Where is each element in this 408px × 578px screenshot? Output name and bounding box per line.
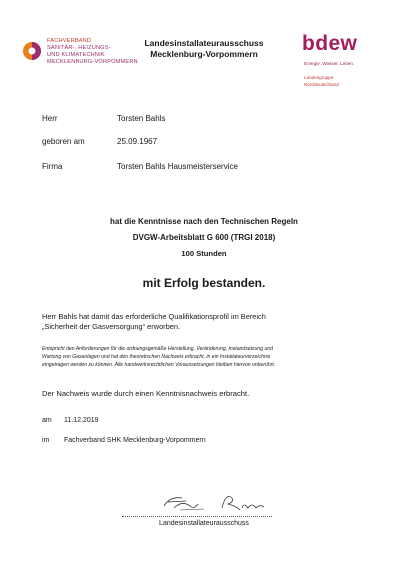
certificate-regulation: DVGW-Arbeitsblatt G 600 (TRGI 2018) <box>132 233 276 242</box>
legal-note-line-2: Wartung von Gasanlagen und hat den theoretischen Nachweis erbracht, in ein Installateurverzeichnis <box>42 354 271 360</box>
header-title-line-2: Mecklenburg-Vorpommern <box>150 49 258 59</box>
signature-caption: Landesinstallateurausschuss <box>159 520 249 527</box>
qualification-paragraph-line-1: Herr Bahls hat damit das erforderliche Qualifikationsprofil im Bereich <box>42 312 266 321</box>
bdew-wordmark: bdew <box>302 32 358 55</box>
certificate-statement: hat die Kenntnisse nach den Technischen Regeln <box>110 217 298 226</box>
birth-date-label: geboren am <box>42 137 85 146</box>
company-name: Torsten Bahls Hausmeisterservice <box>117 162 238 171</box>
bdew-group-line-1: Landesgruppe <box>304 75 334 80</box>
qualification-paragraph-line-2: „Sicherheit der Gasversorgung“ erworben. <box>42 322 181 331</box>
fachverband-logo-line: UND KLIMATECHNIK <box>47 52 105 58</box>
legal-note-line-3: eingetragen werden zu können. Alle handwerksrechtlichen Voraussetzungen bleiben hiervon unberührt. <box>42 362 276 368</box>
person-name: Torsten Bahls <box>117 114 166 123</box>
birth-date: 25.09.1967 <box>117 137 158 146</box>
bdew-logo <box>302 32 382 92</box>
certificate-result: mit Erfolg bestanden. <box>142 276 266 290</box>
place-label: im <box>42 437 50 444</box>
issue-date: 11.12.2019 <box>64 417 99 424</box>
legal-note-line-1: Entspricht den Anforderungen für die ordnungsgemäße Herstellung, Veränderung, Instandsetzung und <box>42 346 273 352</box>
fachverband-logo-line: MECKLENBURG-VORPOMMERN <box>47 59 138 65</box>
certificate-hours: 100 Stunden <box>181 249 227 258</box>
signature-line <box>122 516 272 517</box>
proof-statement: Der Nachweis wurde durch einen Kenntnisnachweis erbracht. <box>42 389 250 398</box>
header-title-line-1: Landesinstallateurausschuss <box>144 38 264 48</box>
company-label: Firma <box>42 162 63 171</box>
fachverband-logo-line: FACHVERBAND <box>47 38 92 44</box>
handwritten-signatures <box>160 488 270 516</box>
bdew-slogan: Energie. Wasser. Leben. <box>304 61 355 66</box>
fachverband-logo-line: SANITÄR-, HEIZUNGS- <box>47 45 111 51</box>
bdew-group-line-2: Norddeutschland <box>304 82 339 87</box>
salutation-label: Herr <box>42 114 58 123</box>
issuing-place: Fachverband SHK Mecklenburg-Vorpommern <box>64 437 206 444</box>
date-label: am <box>42 417 52 424</box>
